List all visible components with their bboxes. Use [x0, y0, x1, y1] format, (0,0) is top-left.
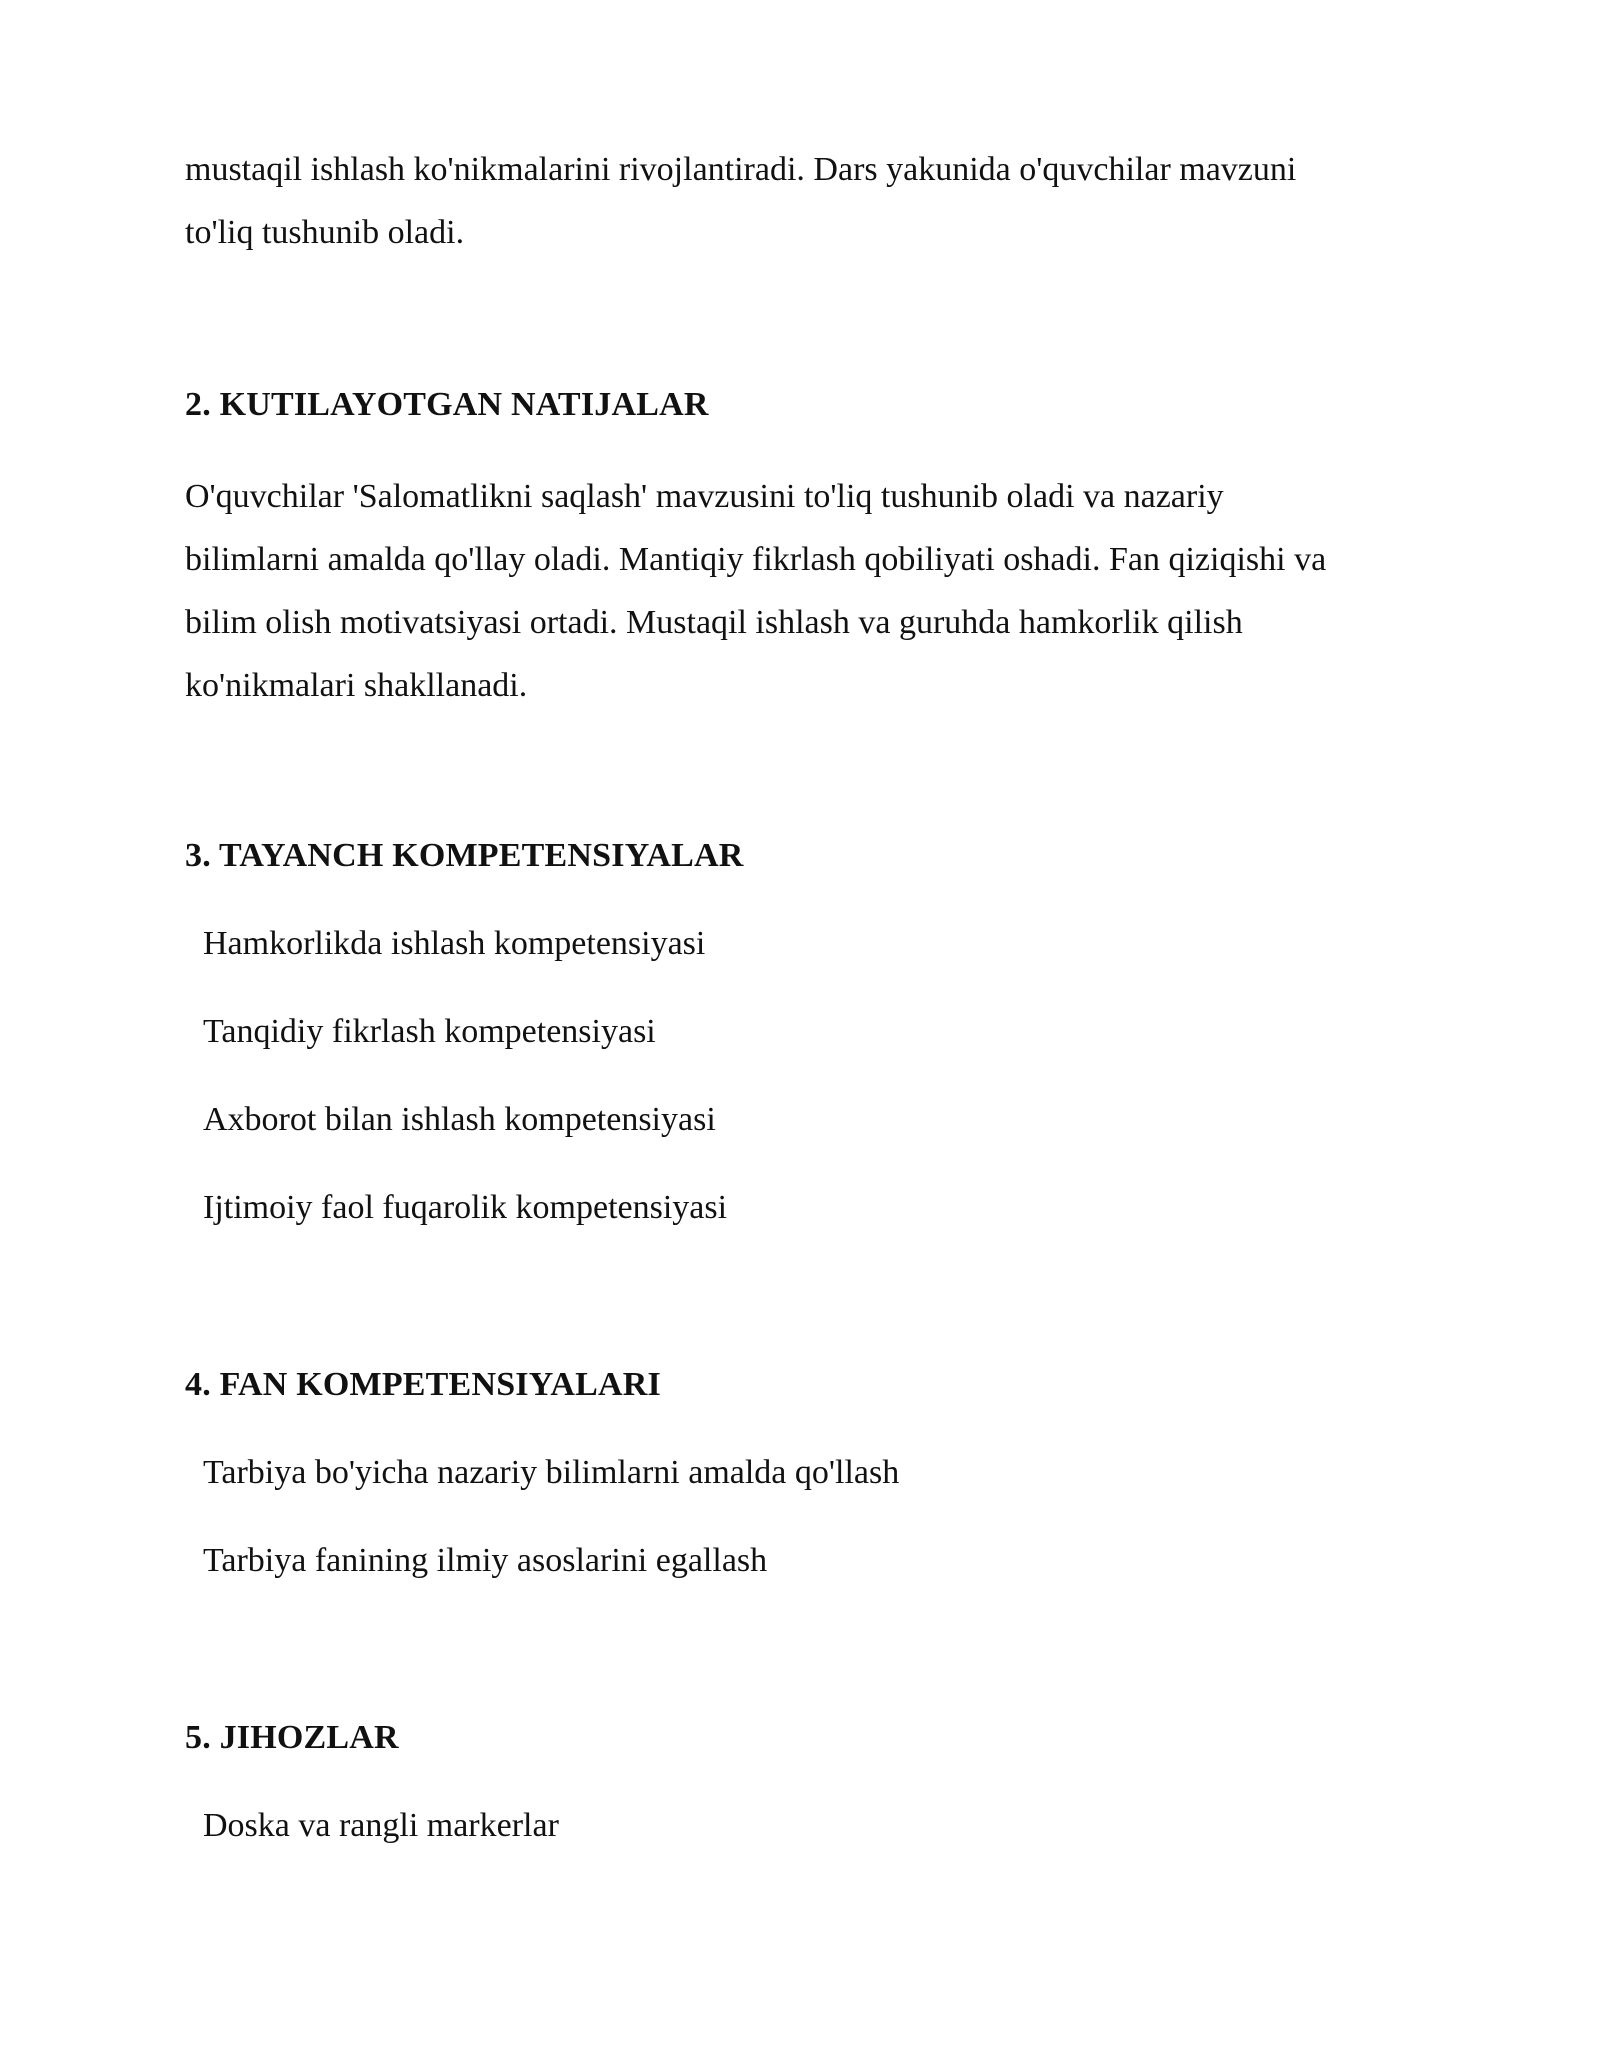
list-item: Axborot bilan ishlash kompetensiyasi: [203, 1101, 716, 1138]
paragraph-line: mustaqil ishlash ko'nikmalarini rivojlantiradi. Dars yakunida o'quvchilar mavzuni: [185, 151, 1297, 188]
list-item: Tanqidiy fikrlash kompetensiyasi: [203, 1013, 656, 1050]
paragraph-line: bilim olish motivatsiyasi ortadi. Mustaqil ishlash va guruhda hamkorlik qilish: [185, 604, 1243, 641]
list-item: Hamkorlikda ishlash kompetensiyasi: [203, 925, 706, 962]
section-heading-expected-results: 2. KUTILAYOTGAN NATIJALAR: [185, 386, 709, 423]
expected-results-paragraph: [185, 465, 1425, 717]
intro-paragraph: [185, 138, 1425, 264]
section-heading-core-competencies: 3. TAYANCH KOMPETENSIYALAR: [185, 837, 744, 874]
list-item: Tarbiya bo'yicha nazariy bilimlarni amalda qo'llash: [203, 1454, 900, 1491]
list-item: Tarbiya fanining ilmiy asoslarini egallash: [203, 1542, 768, 1579]
section-heading-equipment: 5. JIHOZLAR: [185, 1719, 399, 1756]
paragraph-line: to'liq tushunib oladi.: [185, 214, 465, 251]
paragraph-line: bilimlarni amalda qo'llay oladi. Mantiqiy fikrlash qobiliyati oshadi. Fan qiziqishi va: [185, 541, 1327, 578]
list-item: Doska va rangli markerlar: [203, 1807, 559, 1844]
section-heading-subject-competencies: 4. FAN KOMPETENSIYALARI: [185, 1366, 661, 1403]
paragraph-line: ko'nikmalari shakllanadi.: [185, 667, 528, 704]
list-item: Ijtimoiy faol fuqarolik kompetensiyasi: [203, 1189, 728, 1226]
paragraph-line: O'quvchilar 'Salomatlikni saqlash' mavzusini to'liq tushunib oladi va nazariy: [185, 478, 1224, 515]
